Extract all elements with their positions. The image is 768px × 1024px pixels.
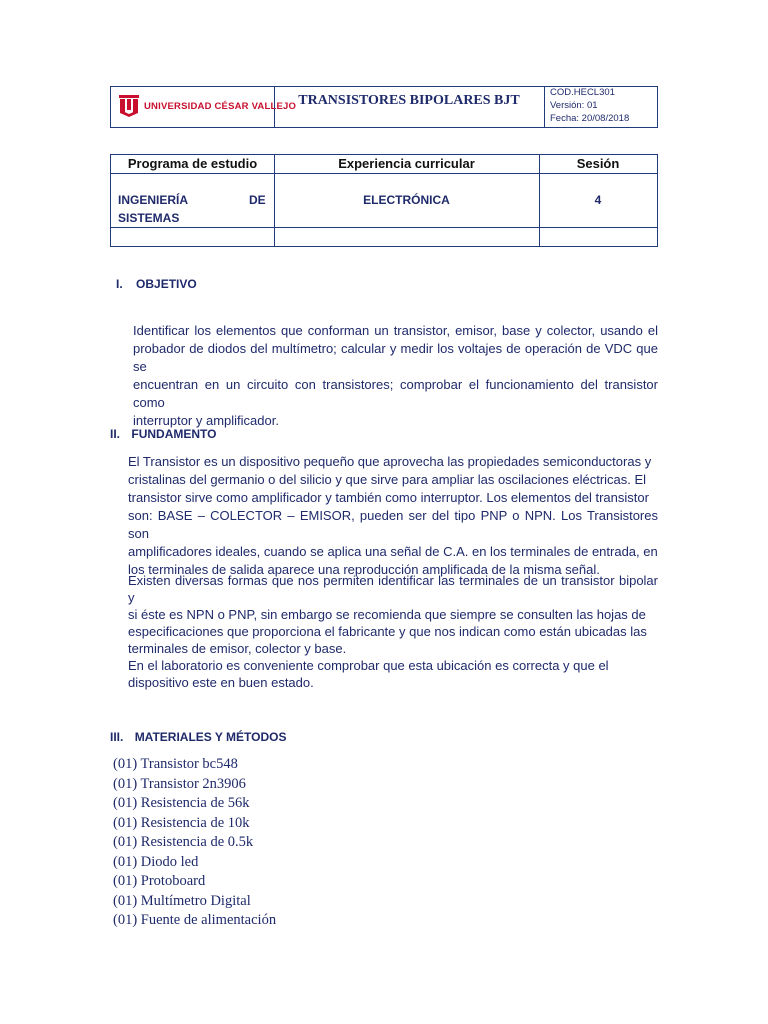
header-program: Programa de estudio — [127, 156, 258, 171]
document-version: Versión: 01 — [550, 100, 598, 111]
list-item: (01) Fuente de alimentación — [113, 912, 277, 928]
header-session: Sesión — [576, 156, 620, 171]
section-materiales-heading — [110, 730, 287, 744]
university-name: UNIVERSIDAD CÉSAR VALLEJO — [144, 101, 297, 112]
program-name-part2: DE — [249, 193, 266, 207]
university-logo-icon — [119, 95, 139, 117]
objetivo-line: Identificar los elementos que conforman un transistor, emisor, base y colector, usando el — [133, 323, 658, 338]
session-number: 4 — [594, 193, 602, 207]
program-name-part1: INGENIERÍA — [118, 193, 189, 207]
meta-cell — [545, 87, 657, 127]
section-title: MATERIALES Y MÉTODOS — [134, 730, 287, 744]
fundamento-line: transistor sirve como amplificador y también como interruptor. Los elementos del transistor — [128, 490, 649, 505]
objetivo-text — [133, 322, 658, 430]
logo-cell — [111, 87, 297, 127]
list-item: (01) Resistencia de 0.5k — [113, 834, 254, 850]
document-code: COD.HECL301 — [550, 87, 615, 98]
fundamento-line: dispositivo este en buen estado. — [128, 675, 314, 690]
objetivo-line: probador de diodos del multímetro; calcular y medir los voltajes de operación de VDC que se — [133, 341, 658, 374]
list-item: (01) Protoboard — [113, 873, 206, 889]
fundamento-line: si éste es NPN o PNP, sin embargo se recomienda que siempre se consulten las hojas de — [128, 607, 646, 622]
fundamento-paragraph-2 — [128, 572, 658, 691]
fundamento-line: terminales de emisor, colector y base. — [128, 641, 347, 656]
program-table — [110, 154, 658, 247]
fundamento-line: especificaciones que proporciona el fabricante y que nos indican como están ubicadas las — [128, 624, 647, 639]
objetivo-line: interruptor y amplificador. — [133, 413, 279, 428]
title-cell — [274, 87, 545, 127]
section-number: II. — [110, 427, 121, 441]
section-number: III. — [110, 730, 124, 744]
section-title: FUNDAMENTO — [131, 427, 217, 441]
fundamento-line: El Transistor es un dispositivo pequeño que aprovecha las propiedades semiconductoras y — [128, 454, 652, 469]
fundamento-line: Existen diversas formas que nos permiten identificar las terminales de un transistor bipolar y — [128, 573, 658, 605]
list-item: (01) Multímetro Digital — [113, 892, 251, 909]
fundamento-line: los terminales de salida aparece una reproducción amplificada de la misma señal. — [128, 562, 600, 577]
section-objetivo-heading — [116, 277, 197, 291]
document-header — [110, 86, 658, 128]
fundamento-paragraph-1 — [128, 453, 658, 579]
document-title: TRANSISTORES BIPOLARES BJT — [298, 93, 520, 108]
section-number: I. — [116, 277, 123, 291]
fundamento-line: En el laboratorio es conveniente comprobar que esta ubicación es correcta y que el — [128, 658, 609, 673]
course-name: ELECTRÓNICA — [363, 193, 450, 207]
list-item: (01) Transistor 2n3906 — [113, 775, 246, 792]
list-item: (01) Diodo led — [113, 853, 199, 870]
document-date: Fecha: 20/08/2018 — [550, 113, 630, 124]
fundamento-line: son: BASE – COLECTOR – EMISOR, pueden ser del tipo PNP o NPN. Los Transistores son — [128, 508, 658, 541]
list-item: (01) Transistor bc548 — [113, 756, 238, 772]
fundamento-line: cristalinas del germanio o del silicio y que sirve para ampliar las oscilaciones eléctricas. El — [128, 472, 647, 487]
section-fundamento-heading — [110, 427, 216, 441]
program-name-part3: SISTEMAS — [118, 211, 180, 225]
section-title: OBJETIVO — [136, 277, 197, 291]
list-item: (01) Resistencia de 10k — [113, 814, 250, 831]
header-course: Experiencia curricular — [338, 156, 475, 171]
materials-list — [113, 755, 276, 931]
list-item: (01) Resistencia de 56k — [113, 795, 250, 811]
objetivo-line: encuentran en un circuito con transistores; comprobar el funcionamiento del transistor como — [133, 377, 658, 410]
fundamento-line: amplificadores ideales, cuando se aplica una señal de C.A. en los terminales de entrada, en — [128, 544, 658, 559]
